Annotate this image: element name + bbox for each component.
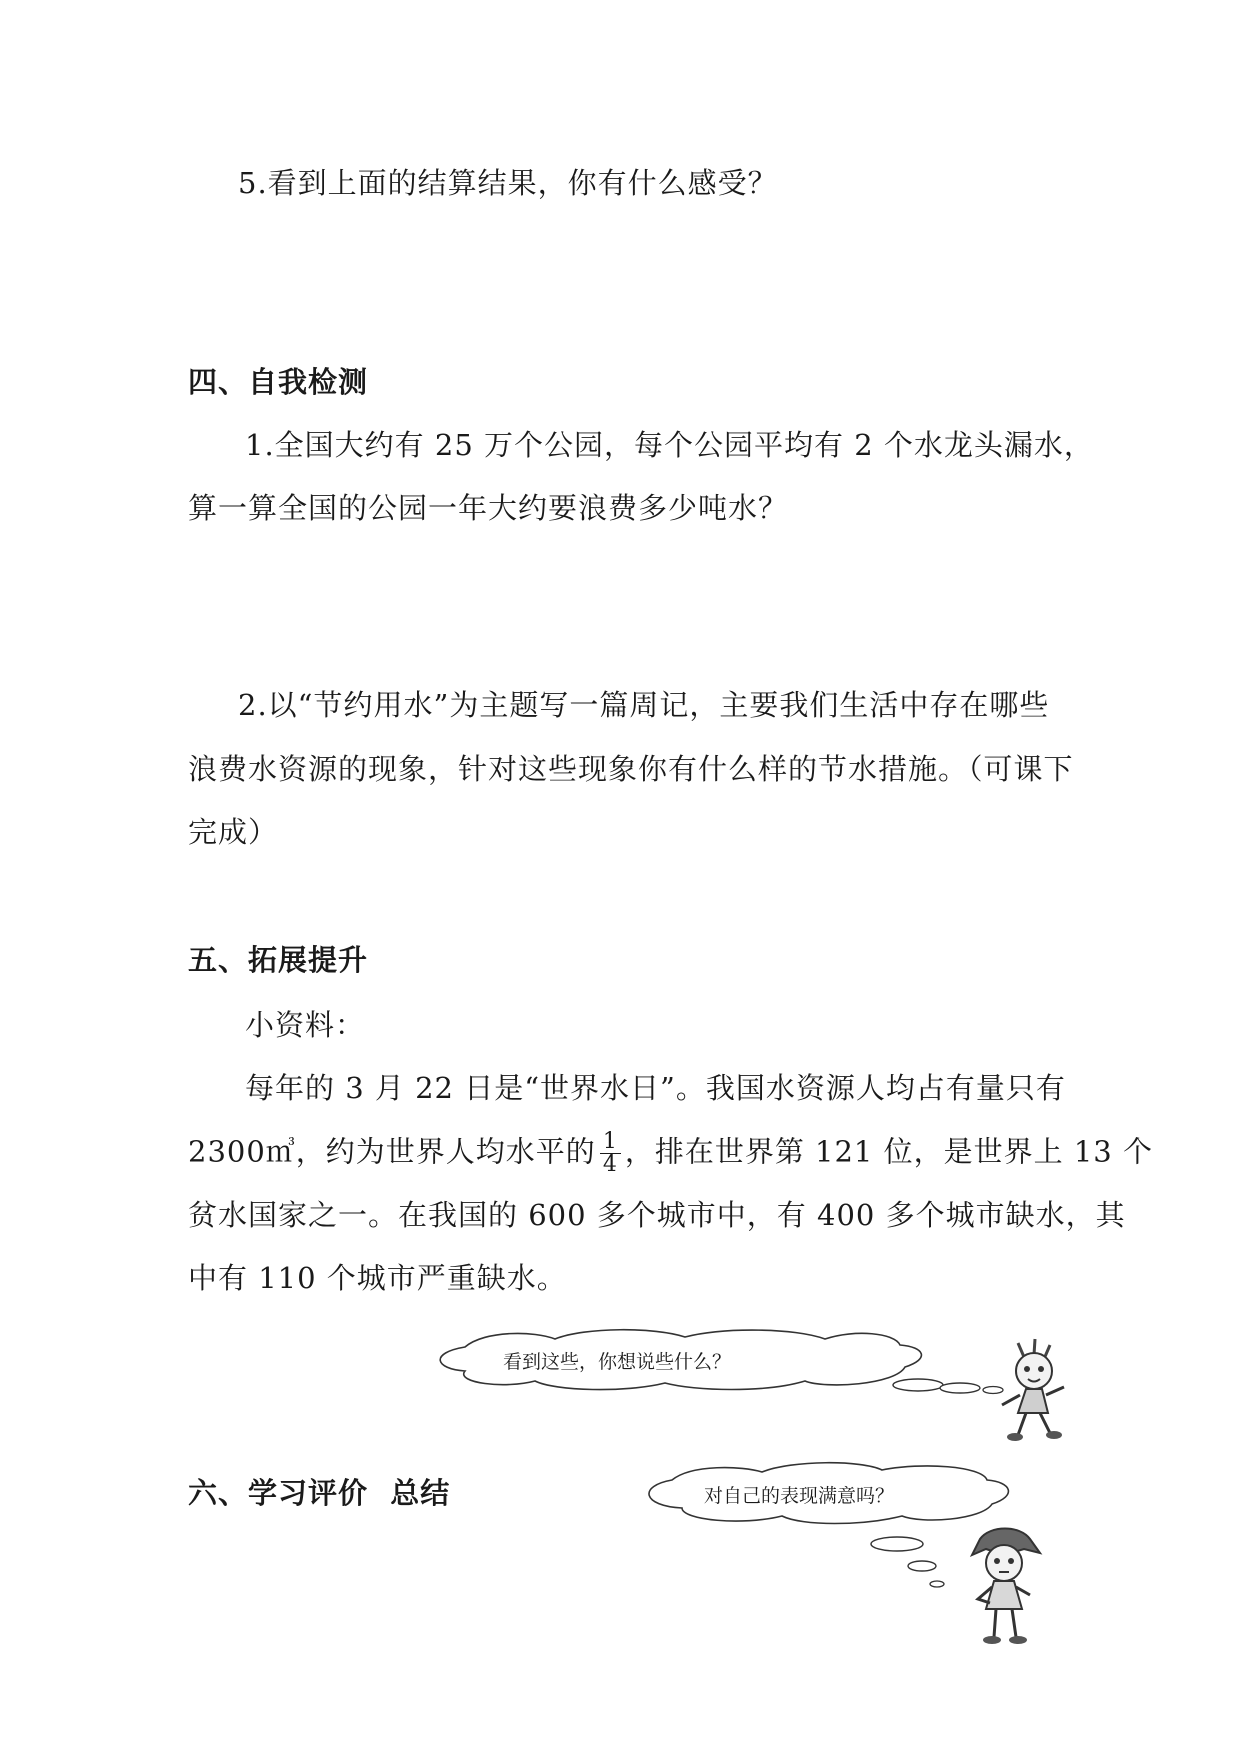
- thought-bubble-2-text: 对自己的表现满意吗？: [704, 1485, 895, 1507]
- section-5-line-2-start: 2300㎥，约为世界人均水平的: [188, 1134, 596, 1169]
- section-5-line-2: [188, 1131, 1153, 1176]
- fraction-one-quarter: [600, 1131, 621, 1176]
- thought-bubble-1-text: 看到这些，你想说些什么？: [503, 1351, 732, 1373]
- section-4-title: 四、自我检测: [188, 365, 369, 399]
- fraction-denominator: 4: [602, 1152, 618, 1177]
- section-4-item-2-line-3: 完成）: [188, 815, 279, 849]
- question-5: 5.看到上面的结算结果，你有什么感受？: [238, 166, 778, 200]
- section-4-item-1-line-1: 1.全国大约有 25 万个公园，每个公园平均有 2 个水龙头漏水，: [245, 428, 1094, 462]
- section-4-item-2-line-1: 2.以“节约用水”为主题写一篇周记，主要我们生活中存在哪些: [238, 688, 1050, 722]
- section-6-title: 六、学习评价 总结: [188, 1476, 451, 1510]
- section-5-line-1: 每年的 3 月 22 日是“世界水日”。我国水资源人均占有量只有: [245, 1071, 1066, 1105]
- section-5-line-2-end: ，排在世界第 121 位，是世界上 13 个: [624, 1134, 1153, 1169]
- section-5-label: 小资料：: [245, 1008, 366, 1042]
- cartoon-girl-thinking-icon: [960, 1525, 1050, 1650]
- cartoon-girl-running-icon: [990, 1335, 1080, 1445]
- section-5-line-3: 贫水国家之一。在我国的 600 多个城市中，有 400 多个城市缺水，其: [188, 1198, 1126, 1232]
- fraction-numerator: 1: [600, 1131, 621, 1154]
- section-4-item-2-line-2: 浪费水资源的现象，针对这些现象你有什么样的节水措施。（可课下: [188, 752, 1074, 786]
- section-5-title: 五、拓展提升: [188, 943, 369, 977]
- section-5-line-4: 中有 110 个城市严重缺水。: [188, 1261, 567, 1295]
- section-4-item-1-line-2: 算一算全国的公园一年大约要浪费多少吨水？: [188, 491, 789, 525]
